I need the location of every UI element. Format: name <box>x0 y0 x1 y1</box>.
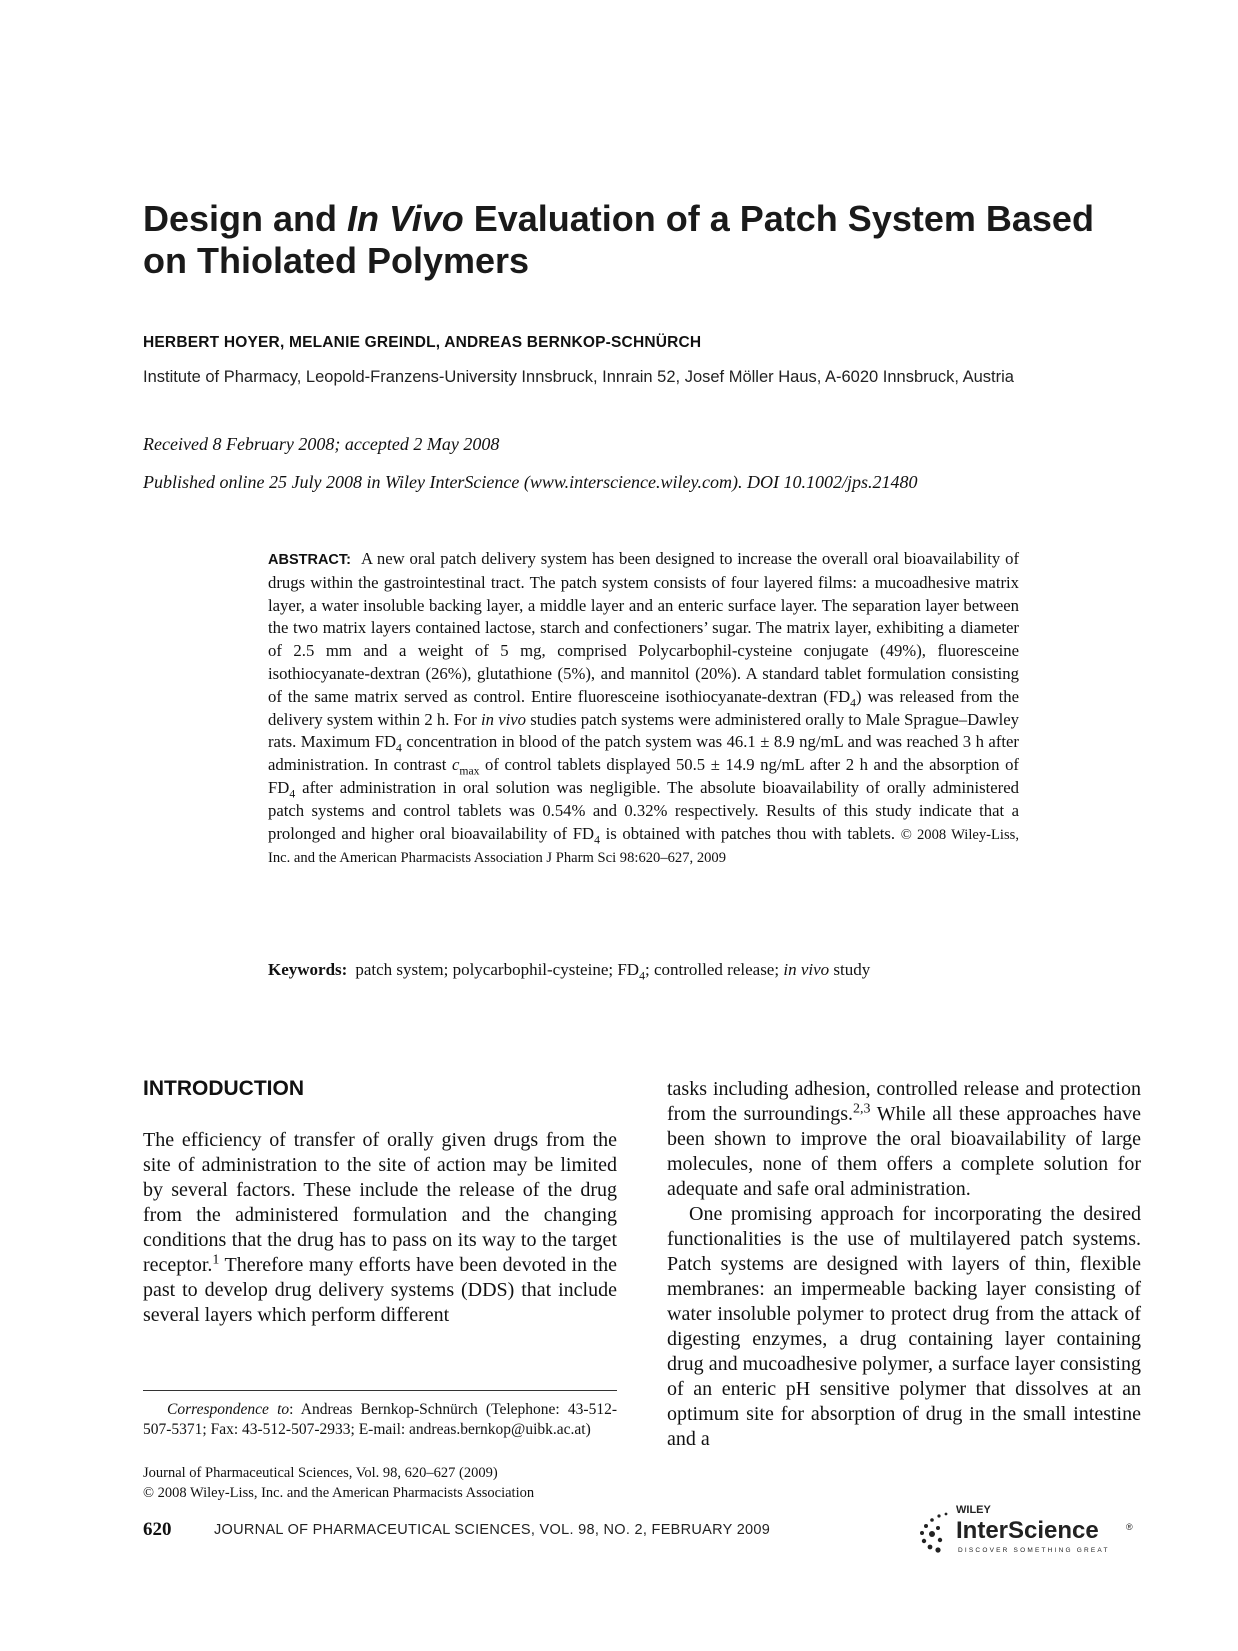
correspondence-footnote: Correspondence to: Andreas Bernkop-Schnürch (Telephone: 43-512-507-5371; Fax: 43-512-507-2933; E-mail: andreas.bernkop@uibk.ac.at) <box>143 1401 617 1438</box>
author-list: HERBERT HOYER, MELANIE GREINDL, ANDREAS BERNKOP-SCHNÜRCH <box>143 334 702 351</box>
article-title: Design and In Vivo Evaluation of a Patch System Based on Thiolated Polymers <box>143 198 1094 281</box>
journal-citation: Journal of Pharmaceutical Sciences, Vol. 98, 620–627 (2009) <box>143 1465 498 1481</box>
logo-swirl-icon <box>920 1513 947 1553</box>
abstract: ABSTRACT: A new oral patch delivery system has been designed to increase the overall oral bioavailability of drugs within the gastrointestinal tract. The patch system consists of four layered films: a mucoadhesive matrix layer, a water insoluble backing layer, a middle layer and an enteric surface layer. The separation layer between the two matrix layers contained lactose, starch and confectioners’ sugar. The matrix layer, exhibiting a diameter of 2.5 mm and a weight of 5 mg, comprised Polycarbophil-cysteine conjugate (49%), fluoresceine isothiocyanate-dextran (26%), glutathione (5%), and mannitol (20%). A standard tablet formulation consisting of the same matrix served as control. Entire fluoresceine isothiocyanate-dextran $(FD_4)$ was released from the delivery system within 2 h. For in vivo studies patch systems were administered orally to Male Sprague–Dawley rats. Maximum $FD_4$ concentration in blood of the patch system was 46.1 ± 8.9 ng/mL and was reached 3 h after administration. In contrast $c_{max}$ of control tablets displayed 50.5 ± 14.9 ng/mL after 2 h and the absorption of $FD_4$ after administration in oral solution was negligible. The absolute bioavailability of orally administered patch systems and control tablets was 0.54% and 0.32% respectively. Results of this study indicate that a prolonged and higher oral bioavailability of $FD_4$ is obtained with patches thou with tablets. © 2008 Wiley-Liss, Inc. and the American Pharmacists Association J Pharm Sci 98:620–627, 2009 <box>268 549 1020 867</box>
logo-wiley-text: WILEY <box>956 1504 991 1516</box>
abstract-label: ABSTRACT: <box>268 552 351 568</box>
section-heading-introduction: INTRODUCTION <box>143 1077 304 1100</box>
affiliation: Institute of Pharmacy, Leopold-Franzens-University Innsbruck, Innrain 52, Josef Möller Haus, A-6020 Innsbruck, Austria <box>143 368 1014 386</box>
intro-column-left: The efficiency of transfer of orally given drugs from the site of administration to the site of action may be limited by several factors. These include the release of the drug from the administered formulation and the changing conditions that the drug has to pass on its way to the target receptor.$^1$ Therefore many efforts have been devoted in the past to develop drug delivery systems (DDS) that include several layers which perform different <box>143 1129 617 1326</box>
citation-ref[interactable]: 2,3 <box>853 1101 871 1117</box>
wiley-interscience-logo <box>912 1500 1142 1560</box>
keywords: Keywords: patch system; polycarbophil-cysteine; $FD_4$; controlled release; in vivo study <box>268 960 871 983</box>
paragraph: tasks including adhesion, controlled release and protection from the surroundings.$^{2,3}$ While all these approaches have been shown to improve the oral bioavailability of large molecules, none of them offers a complete solution for adequate and safe oral administration. <box>667 1078 1141 1200</box>
logo-registered-mark: ® <box>1126 1522 1133 1532</box>
page-number: 620 <box>143 1519 172 1540</box>
citation-ref[interactable]: 1 <box>212 1252 220 1268</box>
paragraph: One promising approach for incorporating the desired functionalities is the use of multilayered patch systems. Patch systems are designed with layers of thin, flexible membranes: an impermeable backing layer consisting of water insoluble polymer to protect drug from the attack of digesting enzymes, a drug containing layer containing drug and mucoadhesive polymer, a surface layer consisting of an enteric pH sensitive polymer that dissolves at an optimum site for absorption of drug in the small intestine and a <box>667 1203 1141 1450</box>
running-head: JOURNAL OF PHARMACEUTICAL SCIENCES, VOL. 98, NO. 2, FEBRUARY 2009 <box>214 1522 771 1538</box>
abstract-copyright: © 2008 Wiley-Liss, Inc. and the American Pharmacists Association J Pharm Sci 98:620–627, 2009 <box>268 826 1019 867</box>
journal-copyright: © 2008 Wiley-Liss, Inc. and the American Pharmacists Association <box>143 1485 535 1501</box>
footnote-divider <box>143 1390 617 1391</box>
logo-interscience-text: InterScience <box>956 1517 1099 1544</box>
intro-column-right <box>667 1077 1141 1452</box>
logo-tagline: DISCOVER SOMETHING GREAT <box>958 1547 1110 1554</box>
received-date: Received 8 February 2008; accepted 2 May 2008 <box>143 434 500 454</box>
journal-info <box>143 1463 617 1503</box>
keywords-label: Keywords: <box>268 960 348 979</box>
published-info: Published online 25 July 2008 in Wiley InterScience (www.interscience.wiley.com). DOI 10.1002/jps.21480 <box>143 472 918 492</box>
